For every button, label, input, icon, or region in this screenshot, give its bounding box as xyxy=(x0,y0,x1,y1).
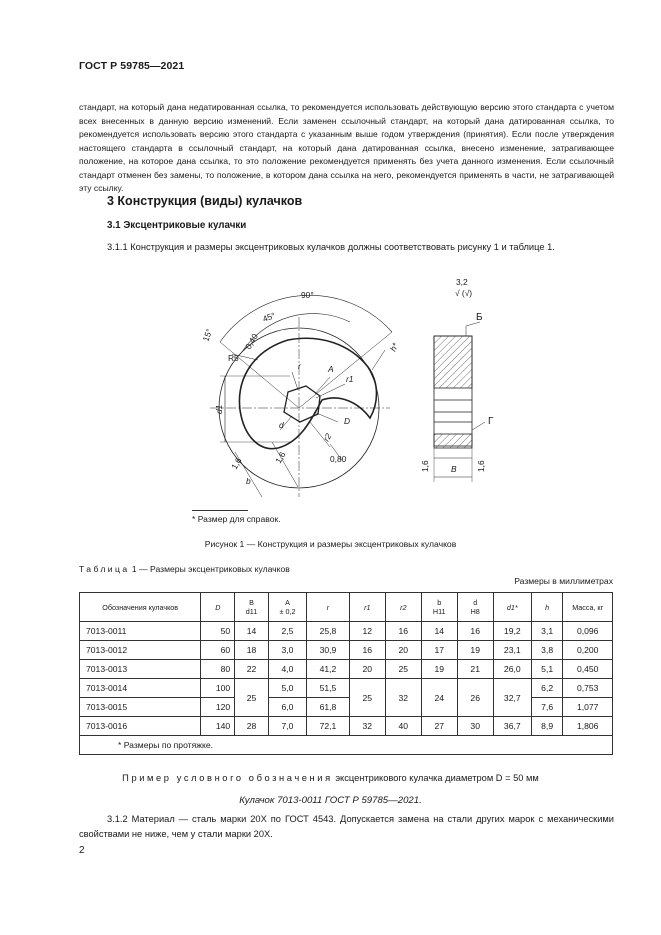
cell-r2: 40 xyxy=(385,717,421,736)
cell-mass: 0,753 xyxy=(563,679,613,698)
label-45deg: 45° xyxy=(261,310,277,324)
cell-D: 50 xyxy=(201,622,235,641)
label-side-1-6-a: 1,6 xyxy=(420,460,430,472)
label-0-40: 0,40 xyxy=(243,331,260,351)
figure-caption: Рисунок 1 — Конструкция и размеры эксцентриковых кулачков xyxy=(204,539,457,549)
label-d: d xyxy=(279,420,284,430)
cell-A: 3,0 xyxy=(268,641,306,660)
cell-h: 7,6 xyxy=(531,698,562,717)
cell-designation: 7013-0011 xyxy=(80,622,201,641)
th-designation: Обозначения кулачков xyxy=(80,593,201,622)
label-1-6-a: 1,6 xyxy=(229,455,244,471)
page-number: 2 xyxy=(79,845,85,856)
cell-b: 19 xyxy=(421,660,457,679)
cell-B: 14 xyxy=(235,622,269,641)
cell-d1: 19,2 xyxy=(493,622,531,641)
th-d: d H8 xyxy=(457,593,493,622)
cell-D: 60 xyxy=(201,641,235,660)
table-row xyxy=(80,679,613,698)
cell-designation: 7013-0014 xyxy=(80,679,201,698)
cell-b-merged: 24 xyxy=(421,679,457,717)
table-footnote: * Размеры по протяжке. xyxy=(80,736,613,755)
footnote-rule xyxy=(192,510,248,511)
label-h: h* xyxy=(387,341,401,353)
cell-D: 120 xyxy=(201,698,235,717)
label-D: D xyxy=(344,416,351,426)
cell-designation: 7013-0013 xyxy=(80,660,201,679)
table-row xyxy=(80,660,613,679)
cell-B: 28 xyxy=(235,717,269,736)
cell-d: 21 xyxy=(457,660,493,679)
table-caption-label: Таблица xyxy=(79,564,130,574)
example-designation: Кулачок 7013-0011 ГОСТ Р 59785—2021. xyxy=(239,795,422,806)
cell-designation: 7013-0016 xyxy=(80,717,201,736)
table-row xyxy=(80,717,613,736)
cell-r2: 20 xyxy=(385,641,421,660)
label-90deg: 90° xyxy=(301,290,314,300)
cell-r1: 32 xyxy=(349,717,385,736)
paragraph-3-1-1: 3.1.1 Конструкция и размеры эксцентриковых кулачков должны соответствовать рисунку 1 и таблице 1. xyxy=(107,242,555,252)
cell-d: 30 xyxy=(457,717,493,736)
cell-r: 25,8 xyxy=(307,622,350,641)
label-r: r xyxy=(298,361,301,371)
th-A: A ± 0,2 xyxy=(268,593,306,622)
cell-designation: 7013-0012 xyxy=(80,641,201,660)
document-header: ГОСТ Р 59785—2021 xyxy=(79,60,185,72)
cell-b: 14 xyxy=(421,622,457,641)
cell-B: 22 xyxy=(235,660,269,679)
label-r2: r2 xyxy=(321,431,334,443)
cell-D: 140 xyxy=(201,717,235,736)
cell-r: 30,9 xyxy=(307,641,350,660)
roughness-sign: √ (√) xyxy=(455,288,473,298)
paragraph-3-1-2: 3.1.2 Материал — сталь марки 20Х по ГОСТ 4543. Допускается замена на стали других марок с механическими свойствами не ниже, чем у стали марки 20Х. xyxy=(79,814,614,839)
cell-h: 8,9 xyxy=(531,717,562,736)
label-b: b xyxy=(246,476,251,486)
th-h: h xyxy=(531,593,562,622)
cell-d1: 36,7 xyxy=(493,717,531,736)
label-r5: R5 xyxy=(228,353,239,363)
table-units: Размеры в миллиметрах xyxy=(514,576,613,586)
label-1-6-b: 1,6 xyxy=(273,449,288,465)
label-r1: r1 xyxy=(346,374,354,384)
th-d1: d1* xyxy=(493,593,531,622)
table-row xyxy=(80,622,613,641)
label-A: A xyxy=(328,364,334,374)
cell-r2: 25 xyxy=(385,660,421,679)
cell-r2-merged: 32 xyxy=(385,679,421,717)
table-row xyxy=(80,641,613,660)
example-text: эксцентрикового кулачка диаметром D = 50 мм xyxy=(335,773,539,783)
cell-h: 3,8 xyxy=(531,641,562,660)
cell-A: 7,0 xyxy=(268,717,306,736)
cell-d-merged: 26 xyxy=(457,679,493,717)
cell-d: 19 xyxy=(457,641,493,660)
cell-r1: 16 xyxy=(349,641,385,660)
th-mass: Масса, кг xyxy=(563,593,613,622)
label-0-80: 0,80 xyxy=(330,454,347,464)
cell-mass: 0,450 xyxy=(563,660,613,679)
label-d1: d1 xyxy=(214,404,224,414)
cams-table xyxy=(79,592,613,755)
cell-r1: 20 xyxy=(349,660,385,679)
table-row xyxy=(80,698,613,717)
cell-A: 6,0 xyxy=(268,698,306,717)
cell-r: 41,2 xyxy=(307,660,350,679)
cell-d1-merged: 32,7 xyxy=(493,679,531,717)
cell-b: 27 xyxy=(421,717,457,736)
cell-A: 5,0 xyxy=(268,679,306,698)
cell-A: 4,0 xyxy=(268,660,306,679)
label-15deg: 15° xyxy=(200,327,215,343)
cell-mass: 1,806 xyxy=(563,717,613,736)
table-caption xyxy=(79,564,290,574)
th-D: D xyxy=(201,593,235,622)
cell-h: 6,2 xyxy=(531,679,562,698)
th-r: r xyxy=(307,593,350,622)
roughness-value: 3,2 xyxy=(456,277,468,287)
label-B-width: B xyxy=(451,464,457,474)
cell-h: 3,1 xyxy=(531,622,562,641)
cell-d1: 26,0 xyxy=(493,660,531,679)
example-label: Пример условного обозначения xyxy=(122,773,333,783)
cell-b: 17 xyxy=(421,641,457,660)
cell-D: 100 xyxy=(201,679,235,698)
figure-footnote: * Размер для справок. xyxy=(192,514,281,524)
intro-paragraph: стандарт, на который дана недатированная ссылка, то рекомендуется использовать действующую версию этого стандарта с учетом всех внесенных в данную версию изменений. Если заменен ссылочный стандарт, на который дана датированная ссылка, то рекомендуется использовать версию этого стандарта с указанным выше годом утверждения (принятия). Если после утверждения настоящего стандарта в ссылочный стандарт, на который дана датированная ссылка, внесено изменение, затрагивающее положение, на которое дана ссылка, то это положение рекомендуется применять без учета данного изменения. Если ссылочный стандарт отменен без замены, то положение, в котором дана ссылка на него, рекомендуется применять в части, не затрагивающей эту ссылку. xyxy=(79,102,614,193)
cell-mass: 0,200 xyxy=(563,641,613,660)
example-line xyxy=(0,773,661,783)
cell-r: 61,8 xyxy=(307,698,350,717)
label-side-1-6-b: 1,6 xyxy=(476,460,486,472)
cell-B-merged: 25 xyxy=(235,679,269,717)
section-title: 3 Конструкция (виды) кулачков xyxy=(107,194,303,208)
cell-d1: 23,1 xyxy=(493,641,531,660)
cell-designation: 7013-0015 xyxy=(80,698,201,717)
section-g-label: Г xyxy=(488,416,494,427)
th-r1: r1 xyxy=(349,593,385,622)
cell-r1: 12 xyxy=(349,622,385,641)
th-b: b H11 xyxy=(421,593,457,622)
cell-d: 16 xyxy=(457,622,493,641)
table-header-row xyxy=(80,593,613,622)
section-b-label: Б xyxy=(476,312,483,323)
table-caption-text: 1 — Размеры эксцентриковых кулачков xyxy=(131,564,290,574)
th-B: B d11 xyxy=(235,593,269,622)
cell-D: 80 xyxy=(201,660,235,679)
cell-B: 18 xyxy=(235,641,269,660)
cell-mass: 1,077 xyxy=(563,698,613,717)
th-r2: r2 xyxy=(385,593,421,622)
cell-mass: 0,096 xyxy=(563,622,613,641)
cell-h: 5,1 xyxy=(531,660,562,679)
cell-r1-merged: 25 xyxy=(349,679,385,717)
cell-r2: 16 xyxy=(385,622,421,641)
subsection-title: 3.1 Эксцентриковые кулачки xyxy=(107,220,247,231)
cam-drawing xyxy=(180,272,510,512)
table-footnote-row xyxy=(80,736,613,755)
cell-A: 2,5 xyxy=(268,622,306,641)
cell-r: 72,1 xyxy=(307,717,350,736)
cell-r: 51,5 xyxy=(307,679,350,698)
